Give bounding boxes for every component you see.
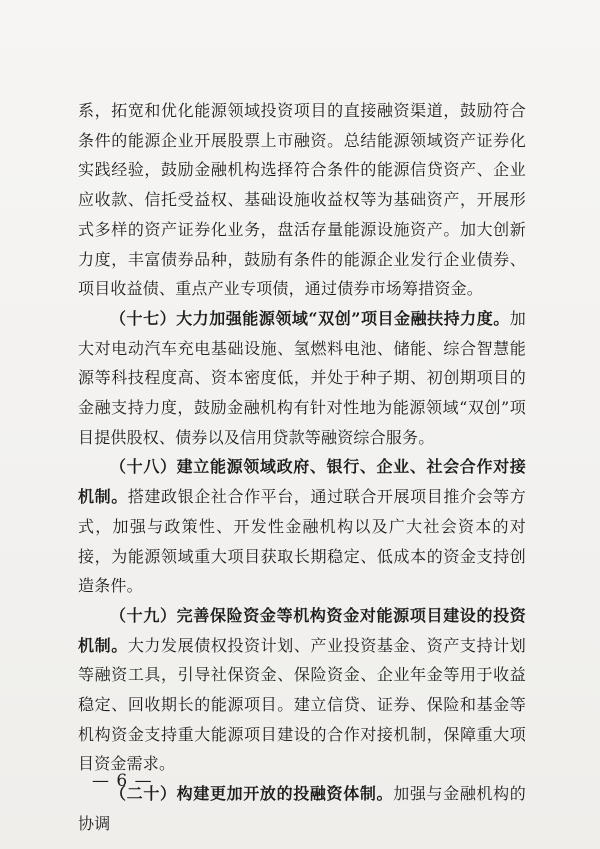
- paragraph-19: [78, 601, 526, 779]
- paragraph-heading: （二十）构建更加开放的投融资体制。: [110, 784, 394, 804]
- paragraph-17: [78, 304, 526, 453]
- paragraph-continuation: [78, 96, 526, 304]
- paragraph-text: 系，拓宽和优化能源领域投资项目的直接融资渠道，鼓励符合条件的能源企业开展股票上市融资。总结能源领域资产证券化实践经验，鼓励金融机构选择符合条件的能源信贷资产、企业应收款、信托受益权、基础设施收益权等为基础资产，开展形式多样的资产证券化业务，盘活存量能源设施资产。加大创新力度，丰富债券品种，鼓励有条件的能源企业发行企业债券、项目收益债、重点产业专项债，通过债券市场筹措资金。: [78, 101, 526, 299]
- paragraph-text: 加强与金融机构的协调: [78, 784, 526, 833]
- paragraph-heading: （十九）完善保险资金等机构资金对能源项目建设的投资机制。: [78, 605, 526, 655]
- document-body: [78, 96, 526, 839]
- paragraph-heading: （十七）大力加强能源领域“双创”项目金融扶持力度。: [110, 308, 510, 328]
- paragraph-18: [78, 452, 526, 601]
- paragraph-text: 搭建政银企社合作平台，通过联合开展项目推介会等方式，加强与政策性、开发性金融机构以及广大社会资本的对接，为能源领域重大项目获取长期稳定、低成本的资金支持创造条件。: [78, 487, 526, 596]
- paragraph-heading: （十八）建立能源领域政府、银行、企业、社会合作对接机制。: [78, 457, 526, 507]
- page-number: — 6 —: [92, 771, 153, 791]
- paragraph-text: 加大对电动汽车充电基础设施、氢燃料电池、储能、综合智慧能源等科技程度高、资本密度低，并处于种子期、初创期项目的金融支持力度，鼓励金融机构有针对性地为能源领域“双创”项目提供股权、债券以及信用贷款等融资综合服务。: [78, 308, 526, 447]
- paragraph-text: 大力发展债权投资计划、产业投资基金、资产支持计划等融资工具，引导社保资金、保险资金、企业年金等用于收益稳定、回收期长的能源项目。建立信贷、证券、保险和基金等机构资金支持重大能源项目建设的合作对接机制，保障重大项目资金需求。: [78, 635, 526, 774]
